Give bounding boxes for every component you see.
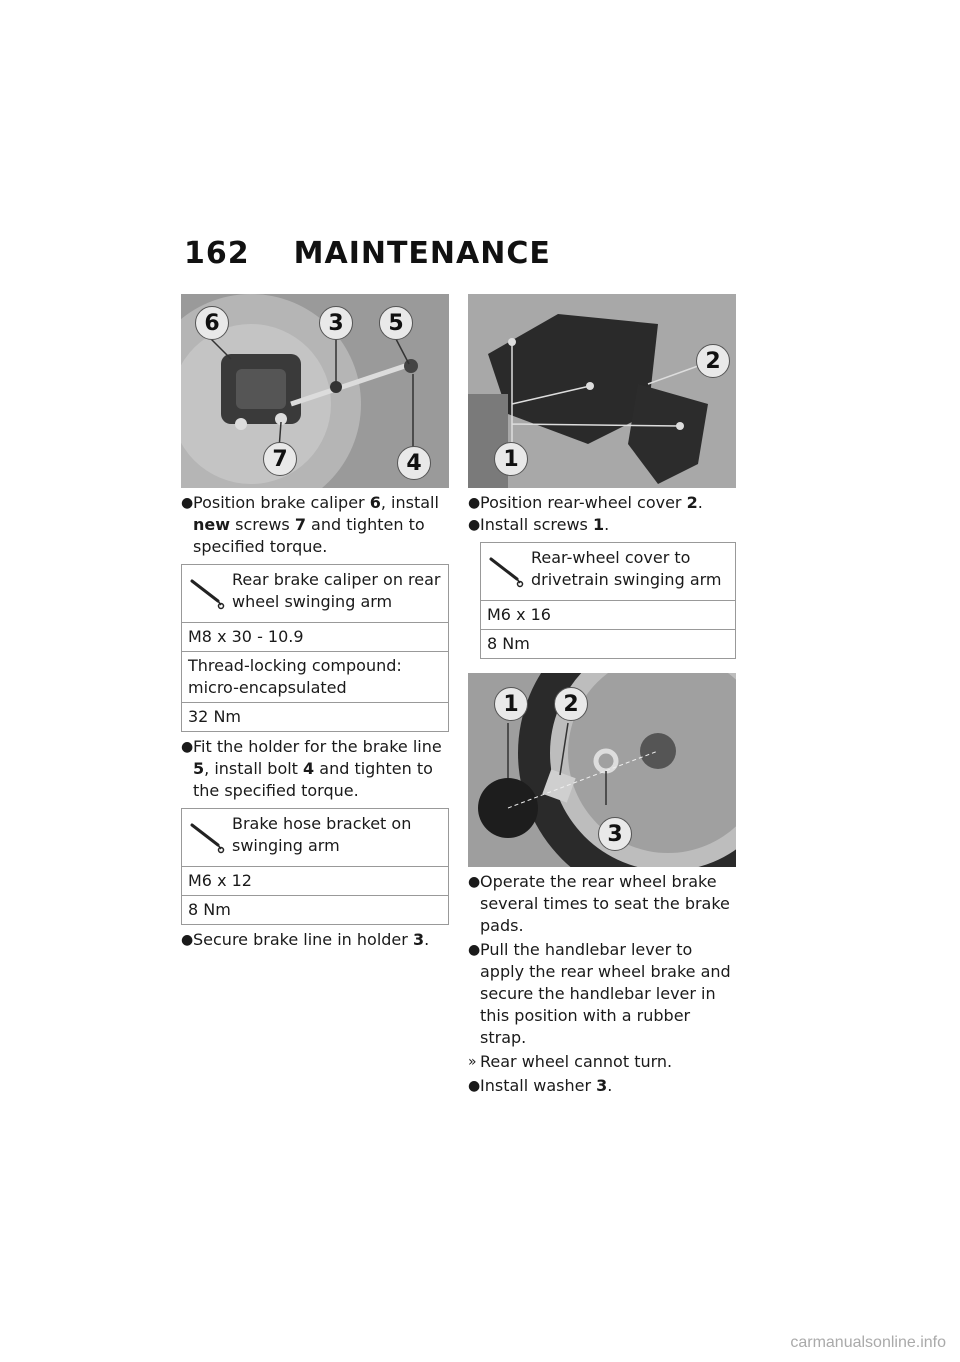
bullet-icon: ● [181, 495, 194, 511]
step-position-cover: ● Position rear-wheel cover 2. [468, 493, 703, 512]
page-header [184, 236, 551, 271]
spec-title: Rear-wheel cover to drivetrain swinging arm [531, 548, 722, 589]
torque-wrench-icon [487, 553, 527, 589]
callout-7: 7 [263, 442, 297, 476]
spec-row: 8 Nm [188, 900, 231, 919]
callout-1: 1 [494, 687, 528, 721]
torque-spec-hose-bracket [181, 808, 449, 925]
callout-1: 1 [494, 442, 528, 476]
left-column [181, 294, 449, 951]
rear-wheel-cover-photo [468, 294, 736, 488]
torque-wrench-icon [188, 575, 228, 611]
step-install-washer: ● Install washer 3. [468, 1076, 613, 1095]
torque-spec-wheel-cover [480, 542, 736, 659]
spec-row: M8 x 30 - 10.9 [182, 623, 448, 652]
spec-title: Rear brake caliper on rear wheel swinging arm [232, 570, 441, 611]
watermark: carmanualsonline.info [790, 1334, 946, 1351]
rear-wheel-washer-photo [468, 673, 736, 867]
callout-5: 5 [379, 306, 413, 340]
torque-wrench-icon [188, 819, 228, 855]
step-operate-brake: ● Operate the rear wheel brake several times to seat the brake pads. [468, 872, 730, 935]
bullet-icon: ● [468, 874, 481, 890]
step-pull-lever: ● Pull the handlebar lever to apply the rear wheel brake and secure the handlebar lever in this position with a rubber strap. [468, 940, 731, 1047]
bullet-icon: ● [181, 932, 194, 948]
step-install-screws: ● Install screws 1. [468, 515, 610, 534]
bullet-icon: ● [468, 942, 481, 958]
step-secure-brake-line: ● Secure brake line in holder 3. [181, 930, 430, 949]
callout-3: 3 [598, 817, 632, 851]
callout-2: 2 [696, 344, 730, 378]
spec-row: Thread-locking compound: micro-encapsulated [182, 652, 448, 703]
callout-2: 2 [554, 687, 588, 721]
page-number: 162 [184, 236, 250, 271]
step-position-caliper: ● Position brake caliper 6, install new screws 7 and tighten to specified torque. [181, 493, 439, 556]
callout-4: 4 [397, 446, 431, 480]
right-column [468, 294, 736, 1097]
spec-row: 8 Nm [487, 634, 530, 653]
bullet-icon: ● [468, 495, 481, 511]
bullet-icon: ● [468, 517, 481, 533]
spec-row: 32 Nm [188, 707, 241, 726]
brake-caliper-photo [181, 294, 449, 488]
result-marker: » [468, 1054, 477, 1070]
section-title: MAINTENANCE [293, 236, 551, 271]
spec-row: M6 x 16 [481, 601, 735, 630]
bullet-icon: ● [181, 739, 194, 755]
spec-title: Brake hose bracket on swinging arm [232, 814, 412, 855]
callout-6: 6 [195, 306, 229, 340]
spec-row: M6 x 12 [182, 867, 448, 896]
torque-spec-caliper [181, 564, 449, 732]
bullet-icon: ● [468, 1078, 481, 1094]
step-fit-holder: ● Fit the holder for the brake line 5, install bolt 4 and tighten to the specified torque. [181, 737, 442, 800]
result-wheel-locked: » Rear wheel cannot turn. [468, 1052, 673, 1071]
callout-3: 3 [319, 306, 353, 340]
